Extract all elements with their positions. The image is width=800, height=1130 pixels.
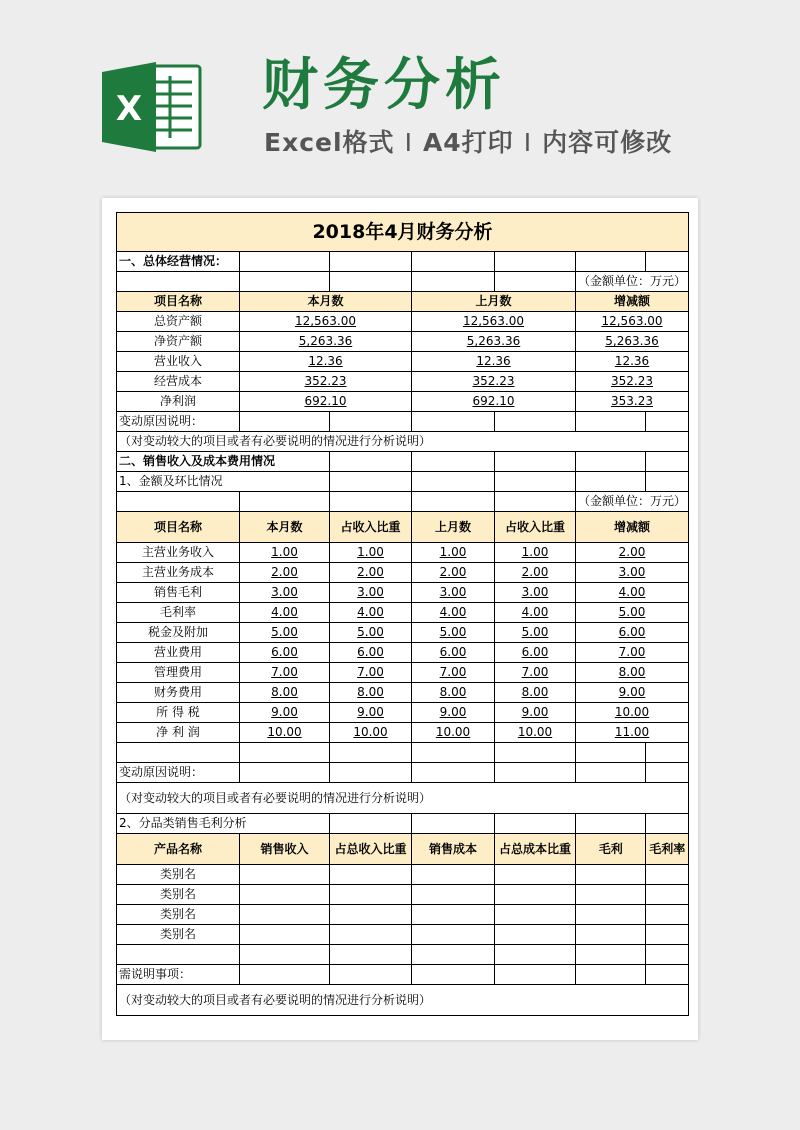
- value-cell[interactable]: 12,563.00: [576, 312, 689, 332]
- cell[interactable]: [412, 452, 495, 472]
- value-cell[interactable]: 1.00: [495, 543, 576, 563]
- cell[interactable]: [495, 763, 576, 783]
- cell[interactable]: [576, 763, 646, 783]
- column-header: 增减额: [576, 512, 689, 543]
- cell[interactable]: [576, 743, 646, 763]
- section-heading: 二、销售收入及成本费用情况: [117, 452, 330, 472]
- cell[interactable]: [646, 865, 689, 885]
- value-cell[interactable]: 10.00: [330, 723, 412, 743]
- column-header: 上月数: [412, 512, 495, 543]
- row-label: 主营业务成本: [117, 563, 240, 583]
- cell[interactable]: [330, 814, 412, 834]
- subtitle-print: A4打印: [422, 128, 514, 157]
- cell[interactable]: [646, 412, 689, 432]
- cell[interactable]: [240, 865, 330, 885]
- column-header: 销售成本: [412, 834, 495, 865]
- cell[interactable]: [117, 743, 240, 763]
- value-cell[interactable]: 6.00: [330, 643, 412, 663]
- value-cell[interactable]: 9.00: [412, 703, 495, 723]
- cell[interactable]: [495, 885, 576, 905]
- cell[interactable]: [412, 814, 495, 834]
- value-cell[interactable]: 7.00: [240, 663, 330, 683]
- value-cell[interactable]: 12.36: [240, 352, 412, 372]
- category-label: 类别名: [117, 905, 240, 925]
- category-label: 类别名: [117, 925, 240, 945]
- value-cell[interactable]: 2.00: [412, 563, 495, 583]
- value-cell[interactable]: 8.00: [240, 683, 330, 703]
- row-label: 营业收入: [117, 352, 240, 372]
- cell[interactable]: [412, 743, 495, 763]
- value-cell[interactable]: 8.00: [576, 663, 689, 683]
- value-cell[interactable]: 4.00: [495, 603, 576, 623]
- cell[interactable]: [495, 272, 576, 292]
- sheet-caption: 2018年4月财务分析: [117, 213, 689, 252]
- value-cell[interactable]: 4.00: [576, 583, 689, 603]
- reason-note[interactable]: （对变动较大的项目或者有必要说明的情况进行分析说明）: [117, 783, 689, 814]
- cell[interactable]: [495, 452, 576, 472]
- cell[interactable]: [495, 472, 576, 492]
- value-cell[interactable]: 3.00: [330, 583, 412, 603]
- cell[interactable]: [240, 492, 330, 512]
- value-cell[interactable]: 2.00: [495, 563, 576, 583]
- value-cell[interactable]: 7.00: [495, 663, 576, 683]
- cell[interactable]: [330, 472, 412, 492]
- value-cell[interactable]: 9.00: [330, 703, 412, 723]
- unit-label: （金额单位：万元）: [576, 492, 689, 512]
- column-header: 本月数: [240, 292, 412, 312]
- cell[interactable]: [495, 905, 576, 925]
- value-cell[interactable]: 5,263.36: [412, 332, 576, 352]
- cell[interactable]: [646, 452, 689, 472]
- cell[interactable]: [117, 272, 240, 292]
- value-cell[interactable]: 4.00: [412, 603, 495, 623]
- row-label: 净利润: [117, 392, 240, 412]
- value-cell[interactable]: 3.00: [240, 583, 330, 603]
- row-label: 毛利率: [117, 603, 240, 623]
- row-label: 净 利 润: [117, 723, 240, 743]
- cell[interactable]: [576, 814, 646, 834]
- cell[interactable]: [330, 743, 412, 763]
- value-cell[interactable]: 5,263.36: [240, 332, 412, 352]
- cell[interactable]: [330, 965, 412, 985]
- cell[interactable]: [240, 945, 330, 965]
- cell[interactable]: [412, 412, 495, 432]
- cell[interactable]: [495, 412, 576, 432]
- cell[interactable]: [412, 763, 495, 783]
- value-cell[interactable]: 2.00: [330, 563, 412, 583]
- value-cell[interactable]: 352.23: [576, 372, 689, 392]
- value-cell[interactable]: 7.00: [576, 643, 689, 663]
- value-cell[interactable]: 12,563.00: [240, 312, 412, 332]
- row-label: 所 得 税: [117, 703, 240, 723]
- cell[interactable]: [495, 252, 576, 272]
- row-label: 净资产额: [117, 332, 240, 352]
- cell[interactable]: [330, 925, 412, 945]
- cell[interactable]: [646, 925, 689, 945]
- cell[interactable]: [412, 925, 495, 945]
- column-header: 产品名称: [117, 834, 240, 865]
- cell[interactable]: [646, 252, 689, 272]
- subtitle-editable: 内容可修改: [542, 128, 673, 157]
- value-cell[interactable]: 11.00: [576, 723, 689, 743]
- cell[interactable]: [240, 885, 330, 905]
- cell[interactable]: [495, 814, 576, 834]
- value-cell[interactable]: 5.00: [240, 623, 330, 643]
- reason-label: 变动原因说明：: [117, 412, 240, 432]
- row-label: 销售毛利: [117, 583, 240, 603]
- row-label: 经营成本: [117, 372, 240, 392]
- cell[interactable]: [576, 945, 646, 965]
- value-cell[interactable]: 3.00: [576, 563, 689, 583]
- column-header: 毛利: [576, 834, 646, 865]
- value-cell[interactable]: 2.00: [240, 563, 330, 583]
- cell[interactable]: [412, 885, 495, 905]
- subtitle-separator: I: [523, 128, 533, 157]
- value-cell[interactable]: 8.00: [495, 683, 576, 703]
- subsection-heading: 2、分品类销售毛利分析: [117, 814, 330, 834]
- cell[interactable]: [495, 492, 576, 512]
- cell[interactable]: [412, 472, 495, 492]
- cell[interactable]: [412, 965, 495, 985]
- value-cell[interactable]: 12.36: [412, 352, 576, 372]
- note-text[interactable]: （对变动较大的项目或者有必要说明的情况进行分析说明）: [117, 985, 689, 1016]
- row-label: 税金及附加: [117, 623, 240, 643]
- cell[interactable]: [330, 492, 412, 512]
- cell[interactable]: [330, 412, 412, 432]
- cell[interactable]: [495, 925, 576, 945]
- value-cell[interactable]: 9.00: [240, 703, 330, 723]
- cell[interactable]: [495, 965, 576, 985]
- reason-label: 变动原因说明：: [117, 763, 240, 783]
- value-cell[interactable]: 353.23: [576, 392, 689, 412]
- cell[interactable]: [576, 965, 646, 985]
- section-heading: 一、总体经营情况：: [117, 252, 240, 272]
- cell[interactable]: [330, 763, 412, 783]
- cell[interactable]: [412, 865, 495, 885]
- cell[interactable]: [330, 252, 412, 272]
- value-cell[interactable]: 5.00: [330, 623, 412, 643]
- cell[interactable]: [576, 472, 646, 492]
- note-label: 需说明事项：: [117, 965, 240, 985]
- value-cell[interactable]: 2.00: [576, 543, 689, 563]
- cell[interactable]: [330, 865, 412, 885]
- row-label: 营业费用: [117, 643, 240, 663]
- row-label: 总资产额: [117, 312, 240, 332]
- column-header: 占收入比重: [330, 512, 412, 543]
- finance-table: [116, 212, 689, 1016]
- value-cell[interactable]: 6.00: [240, 643, 330, 663]
- cell[interactable]: [330, 272, 412, 292]
- cell[interactable]: [330, 945, 412, 965]
- column-header: 毛利率: [646, 834, 689, 865]
- cell[interactable]: [240, 763, 330, 783]
- cell[interactable]: [330, 885, 412, 905]
- cell[interactable]: [646, 945, 689, 965]
- value-cell[interactable]: 3.00: [412, 583, 495, 603]
- unit-label: （金额单位：万元）: [576, 272, 689, 292]
- value-cell[interactable]: 5.00: [412, 623, 495, 643]
- value-cell[interactable]: 5,263.36: [576, 332, 689, 352]
- cell[interactable]: [495, 945, 576, 965]
- row-label: 管理费用: [117, 663, 240, 683]
- subsection-heading: 1、金额及环比情况: [117, 472, 330, 492]
- reason-note[interactable]: （对变动较大的项目或者有必要说明的情况进行分析说明）: [117, 432, 689, 452]
- cell[interactable]: [240, 412, 330, 432]
- column-header: 销售收入: [240, 834, 330, 865]
- cell[interactable]: [117, 945, 240, 965]
- cell[interactable]: [240, 925, 330, 945]
- cell[interactable]: [412, 272, 495, 292]
- column-header: 占总收入比重: [330, 834, 412, 865]
- cell[interactable]: [412, 492, 495, 512]
- row-label: 财务费用: [117, 683, 240, 703]
- value-cell[interactable]: 692.10: [412, 392, 576, 412]
- cell[interactable]: [330, 452, 412, 472]
- svg-text:X: X: [115, 89, 143, 129]
- value-cell[interactable]: 10.00: [412, 723, 495, 743]
- value-cell[interactable]: 692.10: [240, 392, 412, 412]
- value-cell[interactable]: 12.36: [576, 352, 689, 372]
- cell[interactable]: [576, 865, 646, 885]
- value-cell[interactable]: 4.00: [240, 603, 330, 623]
- cell[interactable]: [495, 865, 576, 885]
- column-header: 项目名称: [117, 292, 240, 312]
- value-cell[interactable]: 9.00: [495, 703, 576, 723]
- value-cell[interactable]: 3.00: [495, 583, 576, 603]
- subtitle-format: Excel格式: [264, 128, 395, 157]
- cell[interactable]: [240, 743, 330, 763]
- subtitle-separator: I: [404, 128, 413, 157]
- value-cell[interactable]: 12,563.00: [412, 312, 576, 332]
- cell[interactable]: [576, 252, 646, 272]
- cell[interactable]: [576, 925, 646, 945]
- cell[interactable]: [240, 965, 330, 985]
- page-subtitle: [264, 127, 672, 159]
- value-cell[interactable]: 352.23: [412, 372, 576, 392]
- cell[interactable]: [646, 763, 689, 783]
- value-cell[interactable]: 1.00: [330, 543, 412, 563]
- cell[interactable]: [495, 743, 576, 763]
- cell[interactable]: [412, 905, 495, 925]
- value-cell[interactable]: 8.00: [412, 683, 495, 703]
- cell[interactable]: [412, 252, 495, 272]
- value-cell[interactable]: 1.00: [240, 543, 330, 563]
- cell[interactable]: [576, 412, 646, 432]
- value-cell[interactable]: 7.00: [412, 663, 495, 683]
- value-cell[interactable]: 10.00: [240, 723, 330, 743]
- cell[interactable]: [240, 252, 330, 272]
- value-cell[interactable]: 8.00: [330, 683, 412, 703]
- value-cell[interactable]: 6.00: [495, 643, 576, 663]
- value-cell[interactable]: 6.00: [412, 643, 495, 663]
- cell[interactable]: [576, 885, 646, 905]
- cell[interactable]: [646, 965, 689, 985]
- category-label: 类别名: [117, 865, 240, 885]
- column-header: 上月数: [412, 292, 576, 312]
- column-header: 项目名称: [117, 512, 240, 543]
- column-header: 占收入比重: [495, 512, 576, 543]
- cell[interactable]: [330, 905, 412, 925]
- value-cell[interactable]: 9.00: [576, 683, 689, 703]
- excel-logo-icon: [100, 58, 204, 156]
- cell[interactable]: [117, 492, 240, 512]
- cell[interactable]: [240, 905, 330, 925]
- row-label: 主营业务收入: [117, 543, 240, 563]
- cell[interactable]: [646, 814, 689, 834]
- column-header: 增减额: [576, 292, 689, 312]
- cell[interactable]: [412, 945, 495, 965]
- value-cell[interactable]: 6.00: [576, 623, 689, 643]
- cell[interactable]: [646, 743, 689, 763]
- value-cell[interactable]: 1.00: [412, 543, 495, 563]
- cell[interactable]: [576, 452, 646, 472]
- cell[interactable]: [646, 885, 689, 905]
- category-label: 类别名: [117, 885, 240, 905]
- column-header: 占总成本比重: [495, 834, 576, 865]
- column-header: 本月数: [240, 512, 330, 543]
- value-cell[interactable]: 4.00: [330, 603, 412, 623]
- value-cell[interactable]: 352.23: [240, 372, 412, 392]
- value-cell[interactable]: 5.00: [576, 603, 689, 623]
- page-title: 财务分析: [262, 53, 506, 118]
- value-cell[interactable]: 10.00: [495, 723, 576, 743]
- cell[interactable]: [576, 905, 646, 925]
- value-cell[interactable]: 10.00: [576, 703, 689, 723]
- cell[interactable]: [240, 272, 330, 292]
- value-cell[interactable]: 7.00: [330, 663, 412, 683]
- cell[interactable]: [646, 472, 689, 492]
- cell[interactable]: [646, 905, 689, 925]
- value-cell[interactable]: 5.00: [495, 623, 576, 643]
